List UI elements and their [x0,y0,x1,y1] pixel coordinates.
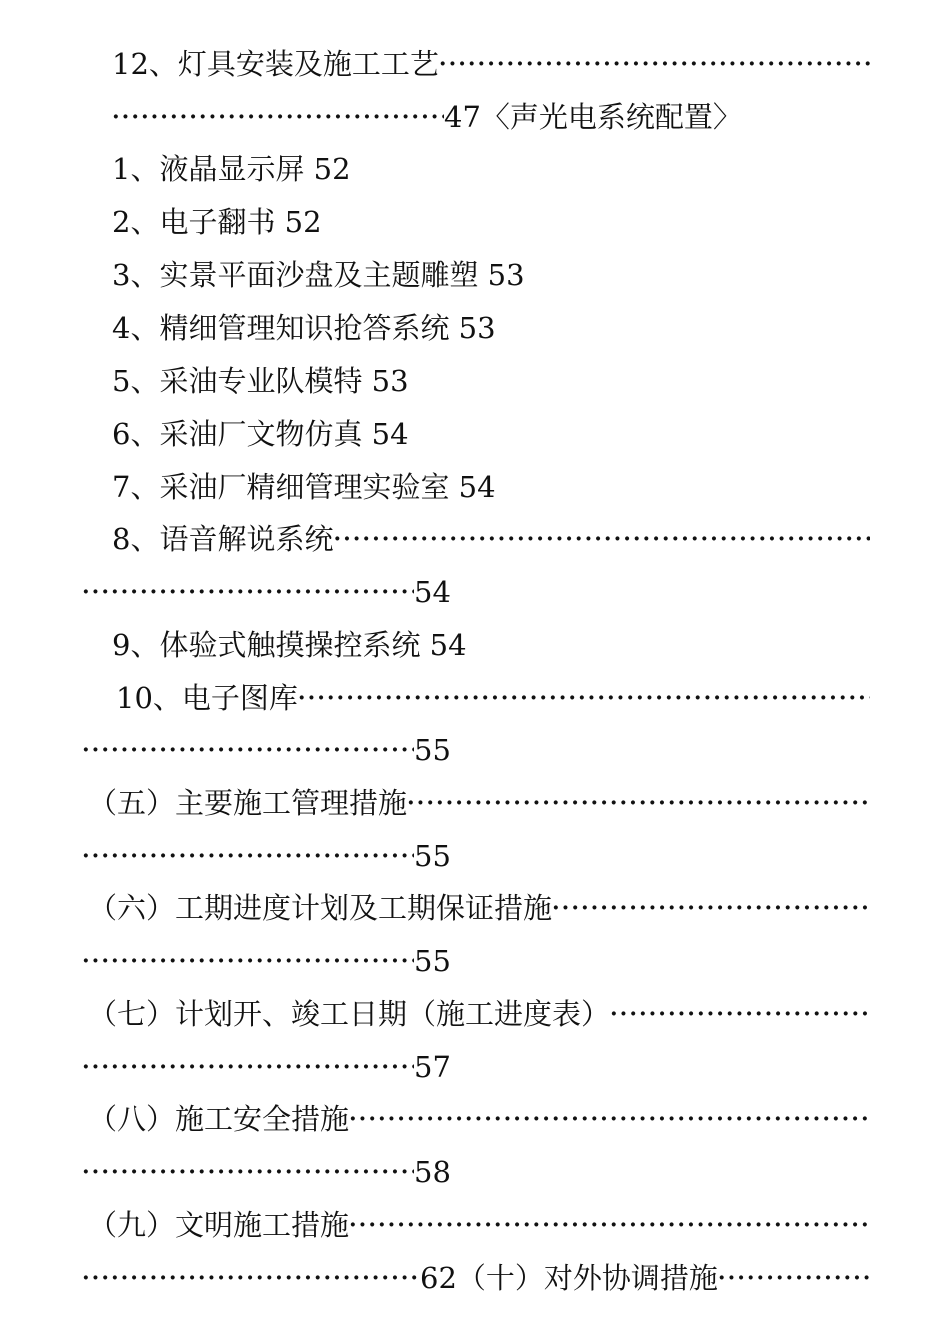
toc-entry-title: 1、液晶显示屏 52 [112,152,351,186]
toc-entry-continuation [82,939,870,983]
toc-entry-continuation [82,1256,870,1300]
dot-leader [552,886,870,930]
toc-entry [88,886,870,930]
toc-entry-title: 6、采油厂文物仿真 54 [112,417,409,451]
page-number: 57 [414,1050,451,1084]
dot-leader [82,939,414,983]
toc-entry [88,1203,870,1247]
dot-leader [82,834,414,878]
toc-entry-continuation [82,570,870,614]
dot-leader [349,1203,870,1247]
page-number: 55 [414,733,451,767]
toc-entry [116,676,870,720]
toc-entry-title: 7、采油厂精细管理实验室 54 [112,470,496,504]
dot-leader [407,781,870,825]
page-number: 55 [414,839,451,873]
toc-entry-title: 10、电子图库 [116,681,298,715]
section-heading: 〈声光电系统配置〉 [480,100,742,134]
toc-entry [112,200,870,244]
toc-entry-title: （八）施工安全措施 [88,1102,350,1136]
toc-entry-continuation [82,728,870,772]
page-number: 47 [444,100,481,134]
page-number: 62 [420,1261,457,1295]
toc-entry-continuation [82,834,870,878]
toc-entry-continuation [82,1150,870,1194]
toc-entry-title: （十）对外协调措施 [456,1261,718,1295]
dot-leader [82,1256,420,1300]
toc-entry [112,623,870,667]
dot-leader [439,42,870,86]
dot-leader [333,517,870,561]
toc-entry [112,42,870,86]
toc-entry-title: 12、灯具安装及施工工艺 [112,47,439,81]
dot-leader [82,1150,414,1194]
toc-entry [88,781,870,825]
toc-entry [88,992,870,1036]
dot-leader [82,728,414,772]
toc-entry-continuation [82,1045,870,1089]
page-number: 54 [414,575,451,609]
toc-entry-title: （五）主要施工管理措施 [88,786,408,820]
toc-entry-title: 8、语音解说系统 [112,522,334,556]
toc-entry [112,517,870,561]
dot-leader [718,1256,870,1300]
toc-entry [88,1097,870,1141]
toc-entry-title: 3、实景平面沙盘及主题雕塑 53 [112,258,525,292]
dot-leader [610,992,870,1036]
dot-leader [82,1045,414,1089]
toc-entry-title: 2、电子翻书 52 [112,205,322,239]
toc-entry-title: （七）计划开、竣工日期（施工进度表） [88,997,611,1031]
toc-entry-title: 4、精细管理知识抢答系统 53 [112,311,496,345]
page-number: 58 [414,1155,451,1189]
dot-leader [82,570,414,614]
toc-entry [112,147,870,191]
page-number: 55 [414,944,451,978]
toc-entry-title: 9、体验式触摸操控系统 54 [112,628,467,662]
toc-entry [112,412,870,456]
toc-entry-continuation [112,95,870,139]
toc-entry-title: （九）文明施工措施 [88,1208,350,1242]
toc-entry-title: （六）工期进度计划及工期保证措施 [88,891,553,925]
toc-entry [112,253,870,297]
toc-entry [112,359,870,403]
dot-leader [298,676,870,720]
dot-leader [112,95,444,139]
dot-leader [349,1097,870,1141]
toc-entry [112,306,870,350]
toc-entry-title: 5、采油专业队模特 53 [112,364,409,398]
toc-entry [112,465,870,509]
